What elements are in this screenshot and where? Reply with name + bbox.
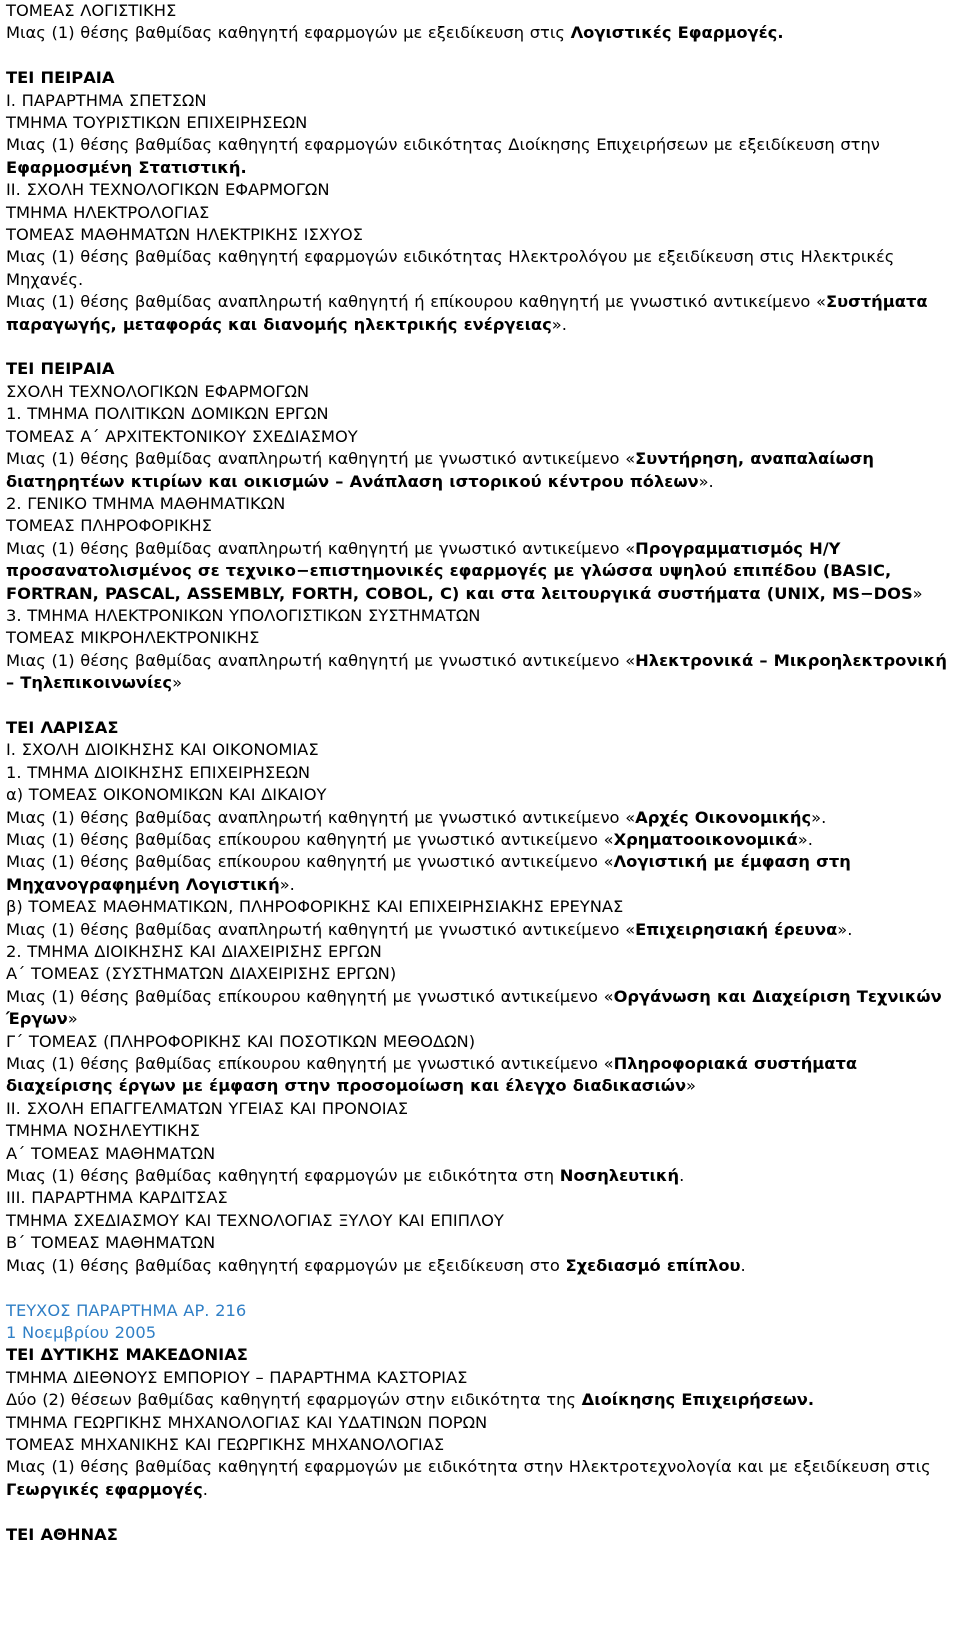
text-segment: I. ΣΧΟΛΗ ΔΙΟΙΚΗΣΗΣ ΚΑΙ ΟΙΚΟΝΟΜΙΑΣ [6, 740, 319, 760]
bold-text: Νοσηλευτική [559, 1166, 680, 1186]
document-section [6, 358, 954, 694]
text-segment: Μιας (1) θέσης βαθμίδας επίκουρου καθηγητή με γνωστικό αντικείμενο « [6, 829, 614, 849]
text-segment: ΤΜΗΜΑ ΣΧΕΔΙΑΣΜΟΥ ΚΑΙ ΤΕΧΝΟΛΟΓΙΑΣ ΞΥΛΟΥ ΚΑΙ ΕΠΙΠΛΟΥ [6, 1210, 504, 1230]
bold-text: ΤΕΙ ΛΑΡΙΣΑΣ [6, 717, 119, 737]
text-segment: Μιας (1) θέσης βαθμίδας αναπληρωτή καθηγητή με γνωστικό αντικείμενο « [6, 919, 636, 939]
document-section [6, 717, 954, 1277]
text-line [6, 739, 954, 761]
text-segment: ». [551, 314, 567, 334]
text-line [6, 538, 954, 605]
text-segment: ΤΟΜΕΑΣ ΠΛΗΡΟΦΟΡΙΚΗΣ [6, 516, 212, 536]
text-segment: Μιας (1) θέσης βαθμίδας αναπληρωτή καθηγητή με γνωστικό αντικείμενο « [6, 807, 636, 827]
text-line [6, 179, 954, 201]
text-segment: Μιας (1) θέσης βαθμίδας καθηγητή εφαρμογών με εξειδίκευση στις [6, 23, 571, 43]
text-segment: ». [698, 471, 714, 491]
text-segment: Α΄ ΤΟΜΕΑΣ ΜΑΘΗΜΑΤΩΝ [6, 1143, 216, 1163]
text-segment: ΤΜΗΜΑ ΓΕΩΡΓΙΚΗΣ ΜΗΧΑΝΟΛΟΓΙΑΣ ΚΑΙ ΥΔΑΤΙΝΩΝ ΠΟΡΩΝ [6, 1412, 488, 1432]
text-line [6, 1367, 954, 1389]
text-segment: . [740, 1255, 746, 1275]
document-section [6, 1300, 954, 1502]
issue-header-text: ΤΕΥΧΟΣ ΠΑΡΑΡΤΗΜΑ ΑΡ. 216 [6, 1300, 247, 1320]
text-line [6, 807, 954, 829]
bold-text: Προγραμματισμός Η/Υ προσανατολισμένος σε τεχνικο−επιστημονικές εφαρμογές με γλώσσα υψηλού επιπέδου (BASIC, FORTRAN, PASCAL, ASSEMBLY, FORTH, COBOL, C) και στα λειτουργικά συστήματα (UNIX, MS−DOS [6, 538, 913, 603]
text-segment: ΤΜΗΜΑ ΝΟΣΗΛΕΥΤΙΚΗΣ [6, 1121, 200, 1141]
text-line [6, 381, 954, 403]
text-line [6, 627, 954, 649]
text-segment: . [202, 1479, 208, 1499]
bold-text: Λογιστικές Εφαρμογές. [570, 23, 784, 43]
bold-text: Χρηματοοικονομικά [613, 829, 798, 849]
text-line [6, 67, 954, 89]
text-line [6, 1031, 954, 1053]
text-line [6, 403, 954, 425]
text-segment: Μιας (1) θέσης βαθμίδας καθηγητή εφαρμογών με ειδικότητα στην Ηλεκτροτεχνολογία και με εξειδίκευση στις [6, 1457, 931, 1477]
text-line [6, 224, 954, 246]
text-segment: Μιας (1) θέσης βαθμίδας καθηγητή εφαρμογών με εξειδίκευση στο [6, 1255, 566, 1275]
text-segment: ». [797, 829, 813, 849]
text-segment: ΣΧΟΛΗ ΤΕΧΝΟΛΟΓΙΚΩΝ ΕΦΑΡΜΟΓΩΝ [6, 381, 310, 401]
text-segment: » [912, 583, 923, 603]
text-line [6, 1187, 954, 1209]
text-line [6, 1389, 954, 1411]
text-line [6, 762, 954, 784]
bold-text: ΤΕΙ ΠΕΙΡΑΙΑ [6, 68, 115, 88]
text-segment: Μιας (1) θέσης βαθμίδας αναπληρωτή καθηγητή με γνωστικό αντικείμενο « [6, 449, 636, 469]
text-line [6, 919, 954, 941]
text-line [6, 605, 954, 627]
paragraph-gap [6, 695, 954, 717]
text-segment: Μιας (1) θέσης βαθμίδας αναπληρωτή καθηγητή με γνωστικό αντικείμενο « [6, 538, 636, 558]
text-line [6, 493, 954, 515]
document-section [6, 67, 954, 336]
text-segment: III. ΠΑΡΑΡΤΗΜΑ ΚΑΡΔΙΤΣΑΣ [6, 1188, 228, 1208]
text-segment: Β΄ ΤΟΜΕΑΣ ΜΑΘΗΜΑΤΩΝ [6, 1233, 216, 1253]
bold-text: Λογιστική με έμφαση στη Μηχανογραφημένη Λογιστική [6, 852, 851, 894]
bold-text: ΤΕΙ ΑΘΗΝΑΣ [6, 1524, 118, 1544]
bold-text: Συστήματα παραγωγής, μεταφοράς και διανομής ηλεκτρικής ενέργειας [6, 292, 928, 334]
text-segment: ΤΜΗΜΑ ΔΙΕΘΝΟΥΣ ΕΜΠΟΡΙΟΥ – ΠΑΡΑΡΤΗΜΑ ΚΑΣΤΟΡΙΑΣ [6, 1367, 468, 1387]
text-line [6, 515, 954, 537]
text-segment: ΤΟΜΕΑΣ ΜΙΚΡΟΗΛΕΚΤΡΟΝΙΚΗΣ [6, 628, 260, 648]
text-line [6, 112, 954, 134]
bold-text: Διοίκησης Επιχειρήσεων. [581, 1390, 815, 1410]
bold-text: Επιχειρησιακή έρευνα [635, 919, 838, 939]
text-line [6, 22, 954, 44]
text-line [6, 134, 954, 179]
text-line [6, 1120, 954, 1142]
paragraph-gap [6, 45, 954, 67]
text-segment: Μιας (1) θέσης βαθμίδας αναπληρωτή καθηγητή ή επίκουρου καθηγητή με γνωστικό αντικείμενο « [6, 292, 826, 312]
text-line [6, 1524, 954, 1546]
text-segment: ΤΜΗΜΑ ΗΛΕΚΤΡΟΛΟΓΙΑΣ [6, 202, 210, 222]
text-line [6, 851, 954, 896]
bold-text: Οργάνωση και Διαχείριση Τεχνικών Έργων [6, 986, 942, 1029]
text-line [6, 986, 954, 1031]
bold-text: Ηλεκτρονικά – Μικροηλεκτρονική – Τηλεπικοινωνίες [6, 650, 947, 693]
text-segment: Μιας (1) θέσης βαθμίδας επίκουρου καθηγητή με γνωστικό αντικείμενο « [6, 986, 614, 1006]
text-line [6, 1053, 954, 1098]
text-line [6, 1344, 954, 1366]
text-segment: Μιας (1) θέσης βαθμίδας επίκουρου καθηγητή με γνωστικό αντικείμενο « [6, 1054, 614, 1074]
text-segment: Μιας (1) θέσης βαθμίδας καθηγητή εφαρμογών ειδικότητας Διοίκησης Επιχειρήσεων με εξειδίκευση στην [6, 135, 880, 155]
text-line [6, 1456, 954, 1501]
text-segment: » [686, 1076, 697, 1096]
document-section [6, 0, 954, 45]
issue-header-text: 1 Νοεμβρίου 2005 [6, 1322, 157, 1342]
text-segment: Μιας (1) θέσης βαθμίδας αναπληρωτή καθηγητή με γνωστικό αντικείμενο « [6, 650, 636, 670]
text-line [6, 784, 954, 806]
text-segment: » [172, 673, 183, 693]
text-segment: II. ΣΧΟΛΗ ΕΠΑΓΓΕΛΜΑΤΩΝ ΥΓΕΙΑΣ ΚΑΙ ΠΡΟΝΟΙΑΣ [6, 1098, 409, 1118]
text-segment: Δύο (2) θέσεων βαθμίδας καθηγητή εφαρμογών στην ειδικότητα της [6, 1390, 582, 1410]
bold-text: Σχεδιασμό επίπλου [565, 1255, 741, 1275]
paragraph-gap [6, 336, 954, 358]
text-line [6, 941, 954, 963]
text-line [6, 291, 954, 336]
text-segment: Μιας (1) θέσης βαθμίδας καθηγητή εφαρμογών με ειδικότητα στη [6, 1166, 560, 1186]
text-segment: ΤΜΗΜΑ ΤΟΥΡΙΣΤΙΚΩΝ ΕΠΙΧΕΙΡΗΣΕΩΝ [6, 113, 308, 133]
text-line [6, 1232, 954, 1254]
bold-text: Συντήρηση, αναπαλαίωση διατηρητέων κτιρίων και οικισμών – Ανάπλαση ιστορικού κέντρου πόλεων [6, 449, 875, 491]
text-segment: » [67, 1009, 78, 1029]
text-line [6, 1412, 954, 1434]
bold-text: ΤΕΙ ΔΥΤΙΚΗΣ ΜΑΚΕΔΟΝΙΑΣ [6, 1345, 248, 1365]
text-line [6, 246, 954, 291]
text-line [6, 829, 954, 851]
text-segment: Μιας (1) θέσης βαθμίδας καθηγητή εφαρμογών ειδικότητας Ηλεκτρολόγου με εξειδίκευση στις Ηλεκτρικές Μηχανές. [6, 247, 895, 289]
text-line [6, 1322, 954, 1344]
text-segment: ΤΟΜΕΑΣ ΛΟΓΙΣΤΙΚΗΣ [6, 1, 177, 20]
text-segment: Α΄ ΤΟΜΕΑΣ (ΣΥΣΤΗΜΑΤΩΝ ΔΙΑΧΕΙΡΙΣΗΣ ΕΡΓΩΝ) [6, 964, 397, 984]
text-segment: ». [811, 807, 827, 827]
bold-text: Αρχές Οικονομικής [635, 807, 812, 827]
text-segment: α) ΤΟΜΕΑΣ ΟΙΚΟΝΟΜΙΚΩΝ ΚΑΙ ΔΙΚΑΙΟΥ [6, 785, 327, 805]
text-segment: 1. ΤΜΗΜΑ ΔΙΟΙΚΗΣΗΣ ΕΠΙΧΕΙΡΗΣΕΩΝ [6, 762, 311, 782]
bold-text: Εφαρμοσμένη Στατιστική. [6, 157, 247, 177]
text-segment: Μιας (1) θέσης βαθμίδας επίκουρου καθηγητή με γνωστικό αντικείμενο « [6, 852, 614, 872]
text-line [6, 896, 954, 918]
text-line [6, 1255, 954, 1277]
paragraph-gap [6, 1501, 954, 1523]
text-line [6, 202, 954, 224]
text-line [6, 1210, 954, 1232]
text-segment: . [679, 1166, 685, 1186]
bold-text: Πληροφοριακά συστήματα διαχείρισης έργων με έμφαση στην προσομοίωση και έλεγχο διαδικασιών [6, 1054, 858, 1096]
text-line [6, 1143, 954, 1165]
text-line [6, 963, 954, 985]
text-line [6, 1165, 954, 1187]
paragraph-gap [6, 1277, 954, 1299]
document-section [6, 1524, 954, 1546]
text-line [6, 90, 954, 112]
text-line [6, 448, 954, 493]
text-segment: β) ΤΟΜΕΑΣ ΜΑΘΗΜΑΤΙΚΩΝ, ΠΛΗΡΟΦΟΡΙΚΗΣ ΚΑΙ ΕΠΙΧΕΙΡΗΣΙΑΚΗΣ ΕΡΕΥΝΑΣ [6, 897, 624, 917]
text-line [6, 358, 954, 380]
text-line [6, 1098, 954, 1120]
text-segment: I. ΠΑΡΑΡΤΗΜΑ ΣΠΕΤΣΩΝ [6, 90, 207, 110]
text-segment: II. ΣΧΟΛΗ ΤΕΧΝΟΛΟΓΙΚΩΝ ΕΦΑΡΜΟΓΩΝ [6, 180, 330, 200]
text-segment: ΤΟΜΕΑΣ Α΄ ΑΡΧΙΤΕΚΤΟΝΙΚΟΥ ΣΧΕΔΙΑΣΜΟΥ [6, 426, 358, 446]
text-segment: 3. ΤΜΗΜΑ ΗΛΕΚΤΡΟΝΙΚΩΝ ΥΠΟΛΟΓΙΣΤΙΚΩΝ ΣΥΣΤΗΜΑΤΩΝ [6, 605, 481, 625]
text-segment: ». [279, 874, 295, 894]
text-segment: 1. ΤΜΗΜΑ ΠΟΛΙΤΙΚΩΝ ΔΟΜΙΚΩΝ ΕΡΓΩΝ [6, 404, 329, 424]
text-line [6, 650, 954, 695]
text-line [6, 1434, 954, 1456]
text-line [6, 1300, 954, 1322]
bold-text: ΤΕΙ ΠΕΙΡΑΙΑ [6, 359, 115, 379]
text-line [6, 0, 954, 22]
bold-text: Γεωργικές εφαρμογές [6, 1479, 203, 1499]
text-segment: Γ΄ ΤΟΜΕΑΣ (ΠΛΗΡΟΦΟΡΙΚΗΣ ΚΑΙ ΠΟΣΟΤΙΚΩΝ ΜΕΘΟΔΩΝ) [6, 1031, 476, 1051]
text-line [6, 426, 954, 448]
text-segment: ». [837, 919, 853, 939]
text-segment: ΤΟΜΕΑΣ ΜΗΧΑΝΙΚΗΣ ΚΑΙ ΓΕΩΡΓΙΚΗΣ ΜΗΧΑΝΟΛΟΓΙΑΣ [6, 1434, 445, 1454]
text-segment: ΤΟΜΕΑΣ ΜΑΘΗΜΑΤΩΝ ΗΛΕΚΤΡΙΚΗΣ ΙΣΧΥΟΣ [6, 225, 363, 245]
text-segment: 2. ΓΕΝΙΚΟ ΤΜΗΜΑ ΜΑΘΗΜΑΤΙΚΩΝ [6, 493, 286, 513]
text-line [6, 717, 954, 739]
text-segment: 2. ΤΜΗΜΑ ΔΙΟΙΚΗΣΗΣ ΚΑΙ ΔΙΑΧΕΙΡΙΣΗΣ ΕΡΓΩΝ [6, 942, 382, 962]
